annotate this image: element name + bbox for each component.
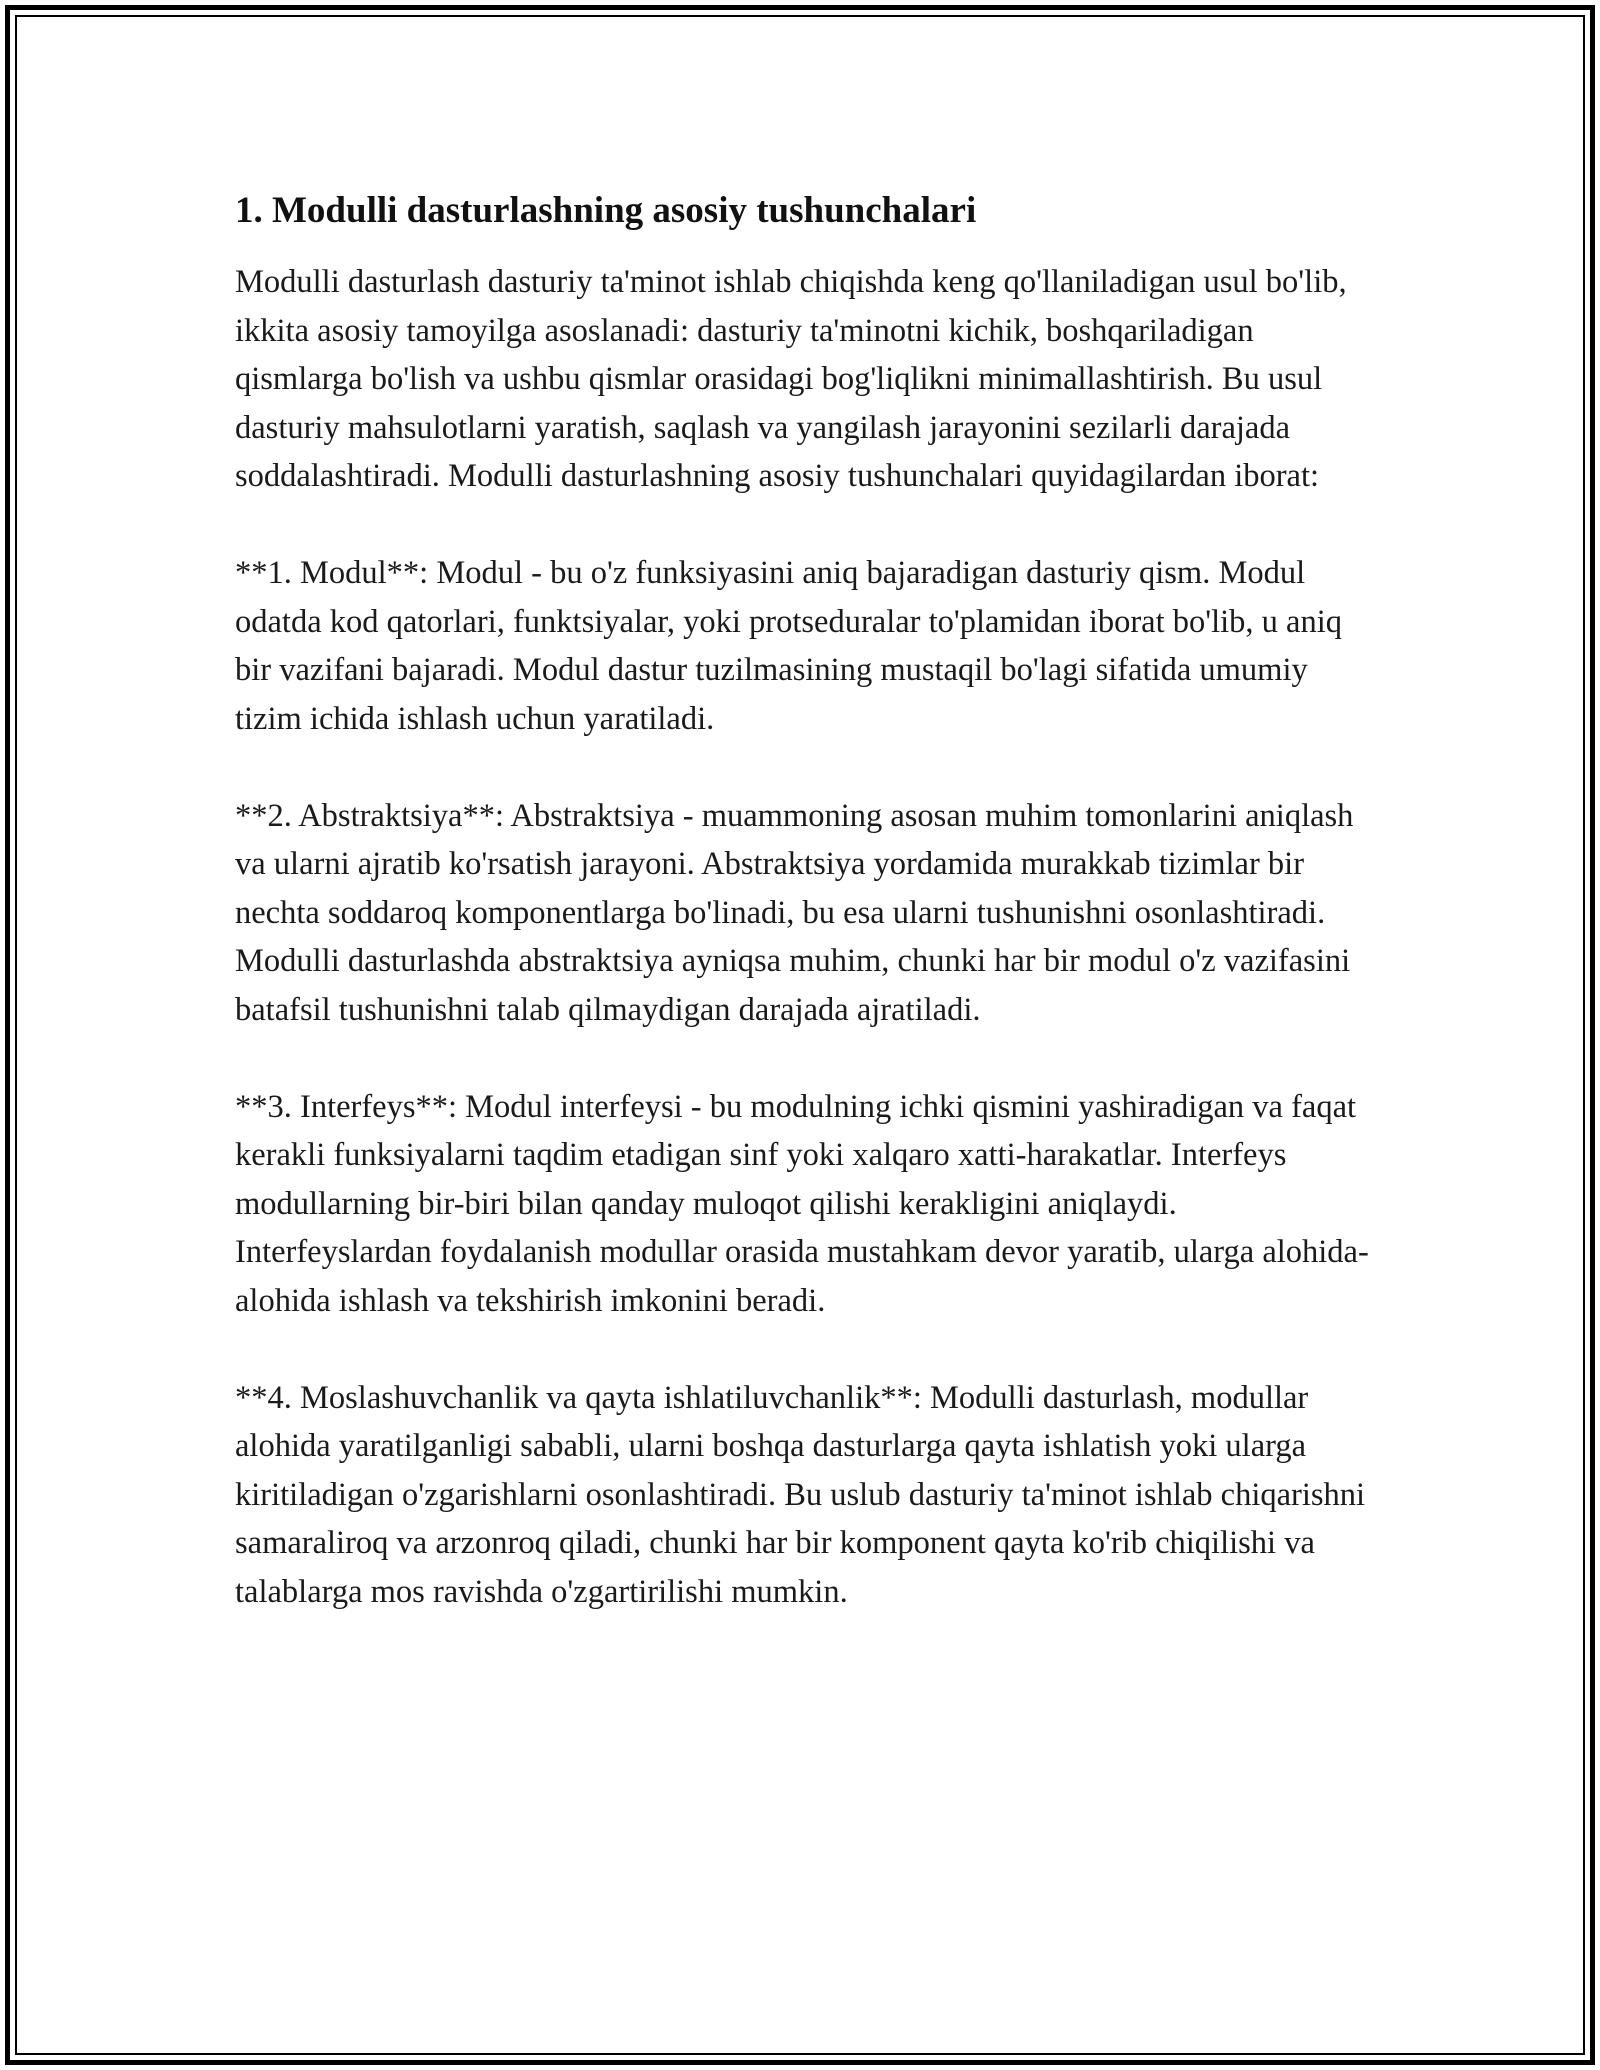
paragraph-modul: **1. Modul**: Modul - bu o'z funksiyasini aniq bajaradigan dasturiy qism. Modul odatda kod qatorlari, funktsiyalar, yoki protseduralar to'plamidan iborat bo'lib, u aniq bir vazifani bajaradi. Modul dastur tuzilmasining mustaqil bo'lagi sifatida umumiy tizim ichida ishlash uchun yaratiladi. — [235, 555, 1342, 737]
section-heading: 1. Modulli dasturlashning asosiy tushunchalari — [235, 190, 977, 231]
intro-paragraph: Modulli dasturlash dasturiy ta'minot ishlab chiqishda keng qo'llaniladigan usul bo'lib, ikkita asosiy tamoyilga asoslanadi: dasturiy ta'minotni kichik, boshqariladigan qismlarga bo'lish va ushbu qismlar orasidagi bog'liqlikni minimallashtirish. Bu usul dasturiy mahsulotlarni yaratish, saqlash va yangilash jarayonini sezilarli darajada soddalashtiradi. Modulli dasturlashning asosiy tushunchalari quyidagilardan iborat: — [235, 264, 1347, 494]
paragraph-moslashuvchanlik: **4. Moslashuvchanlik va qayta ishlatiluvchanlik**: Modulli dasturlash, modullar alohida yaratilganligi sababli, ularni boshqa dasturlarga qayta ishlatish yoki ularga kiritiladigan o'zgarishlarni osonlashtiradi. Bu uslub dasturiy ta'minot ishlab chiqarishni samaraliroq va arzonroq qiladi, chunki har bir komponent qayta ko'rib chiqilishi va talablarga mos ravishda o'zgartirilishi mumkin. — [235, 1379, 1366, 1610]
document-body — [235, 186, 1375, 1665]
paragraph-interfeys: **3. Interfeys**: Modul interfeysi - bu modulning ichki qismini yashiradigan va faqat kerakli funksiyalarni taqdim etadigan sinf yoki xalqaro xatti-harakatlar. Interfeys modullarning bir-biri bilan qanday muloqot qilishi kerakligini aniqlaydi. Interfeyslardan foydalanish modullar orasida mustahkam devor yaratib, ularga alohida-alohida ishlash va tekshirish imkonini beradi. — [235, 1088, 1369, 1319]
paragraph-abstraktsiya: **2. Abstraktsiya**: Abstraktsiya - muammoning asosan muhim tomonlarini aniqlash va ularni ajratib ko'rsatish jarayoni. Abstraktsiya yordamida murakkab tizimlar bir nechta soddaroq komponentlarga bo'linadi, bu esa ularni tushunishni osonlashtiradi. Modulli dasturlashda abstraktsiya ayniqsa muhim, chunki har bir modul o'z vazifasini batafsil tushunishni talab qilmaydigan darajada ajratiladi. — [235, 797, 1354, 1028]
